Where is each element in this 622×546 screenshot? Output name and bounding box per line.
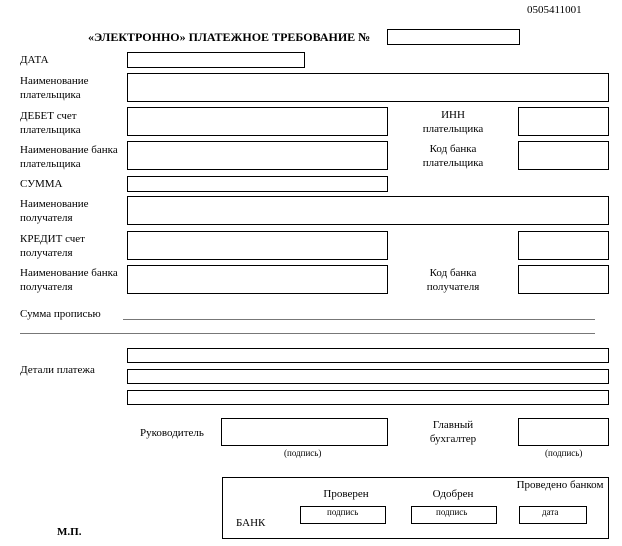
recipient-bank-code-label: Код банка получателя: [426, 267, 480, 293]
recipient-name-field[interactable]: [127, 196, 609, 225]
amount-field[interactable]: [127, 176, 388, 192]
checked-label: Проверен: [323, 488, 369, 500]
recipient-bank-name-label: Наименование банка получателя: [20, 267, 118, 293]
credit-account-field[interactable]: [127, 231, 388, 260]
debit-account-label: ДЕБЕТ счет плательщика: [20, 110, 81, 136]
director-signature-field[interactable]: [221, 418, 388, 446]
payer-inn-label: ИНН плательщика: [422, 109, 484, 135]
chief-accountant-signature-field[interactable]: [518, 418, 609, 446]
payer-inn-field[interactable]: [518, 107, 609, 136]
payment-details-line-3[interactable]: [127, 390, 609, 405]
chief-accountant-label: Главный бухгалтер: [429, 419, 477, 445]
recipient-name-label: Наименование получателя: [20, 198, 89, 224]
form-title: «ЭЛЕКТРОННО» ПЛАТЕЖНОЕ ТРЕБОВАНИЕ №: [88, 30, 371, 44]
form-code: 0505411001: [527, 4, 582, 16]
chief-accountant-signature-caption: (подпись): [545, 448, 583, 458]
payer-bank-code-field[interactable]: [518, 141, 609, 170]
approved-label: Одобрен: [432, 488, 474, 500]
payer-bank-code-label: Код банка плательщика: [422, 143, 484, 169]
document-number-field[interactable]: [387, 29, 520, 45]
payment-details-line-1[interactable]: [127, 348, 609, 363]
bank-section: [222, 477, 609, 539]
payer-name-field[interactable]: [127, 73, 609, 102]
debit-account-field[interactable]: [127, 107, 388, 136]
recipient-bank-code-field[interactable]: [518, 265, 609, 294]
director-signature-caption: (подпись): [284, 448, 322, 458]
processed-field-caption: дата: [542, 507, 559, 517]
processed-date-field[interactable]: [519, 506, 587, 524]
approved-field-caption: подпись: [436, 507, 468, 517]
payer-bank-name-label: Наименование банка плательщика: [20, 144, 118, 170]
stamp-label: М.П.: [57, 526, 82, 538]
bank-label: БАНК: [236, 517, 266, 529]
director-label: Руководитель: [140, 427, 204, 439]
amount-in-words-label: Сумма прописью: [20, 308, 101, 320]
recipient-inn-field[interactable]: [518, 231, 609, 260]
payer-name-label: Наименование плательщика: [20, 75, 89, 101]
payment-details-line-2[interactable]: [127, 369, 609, 384]
amount-in-words-line-1[interactable]: [123, 319, 595, 320]
amount-label: СУММА: [20, 178, 63, 190]
amount-in-words-line-2[interactable]: [20, 333, 595, 334]
approved-signature-field[interactable]: [411, 506, 497, 524]
date-field[interactable]: [127, 52, 305, 68]
payer-bank-name-field[interactable]: [127, 141, 388, 170]
recipient-bank-name-field[interactable]: [127, 265, 388, 294]
processed-label: Проведено банком: [516, 479, 604, 491]
payment-details-label: Детали платежа: [20, 364, 95, 376]
checked-signature-field[interactable]: [300, 506, 386, 524]
credit-account-label: КРЕДИТ счет получателя: [20, 233, 85, 259]
date-label: ДАТА: [20, 54, 49, 66]
checked-field-caption: подпись: [327, 507, 359, 517]
